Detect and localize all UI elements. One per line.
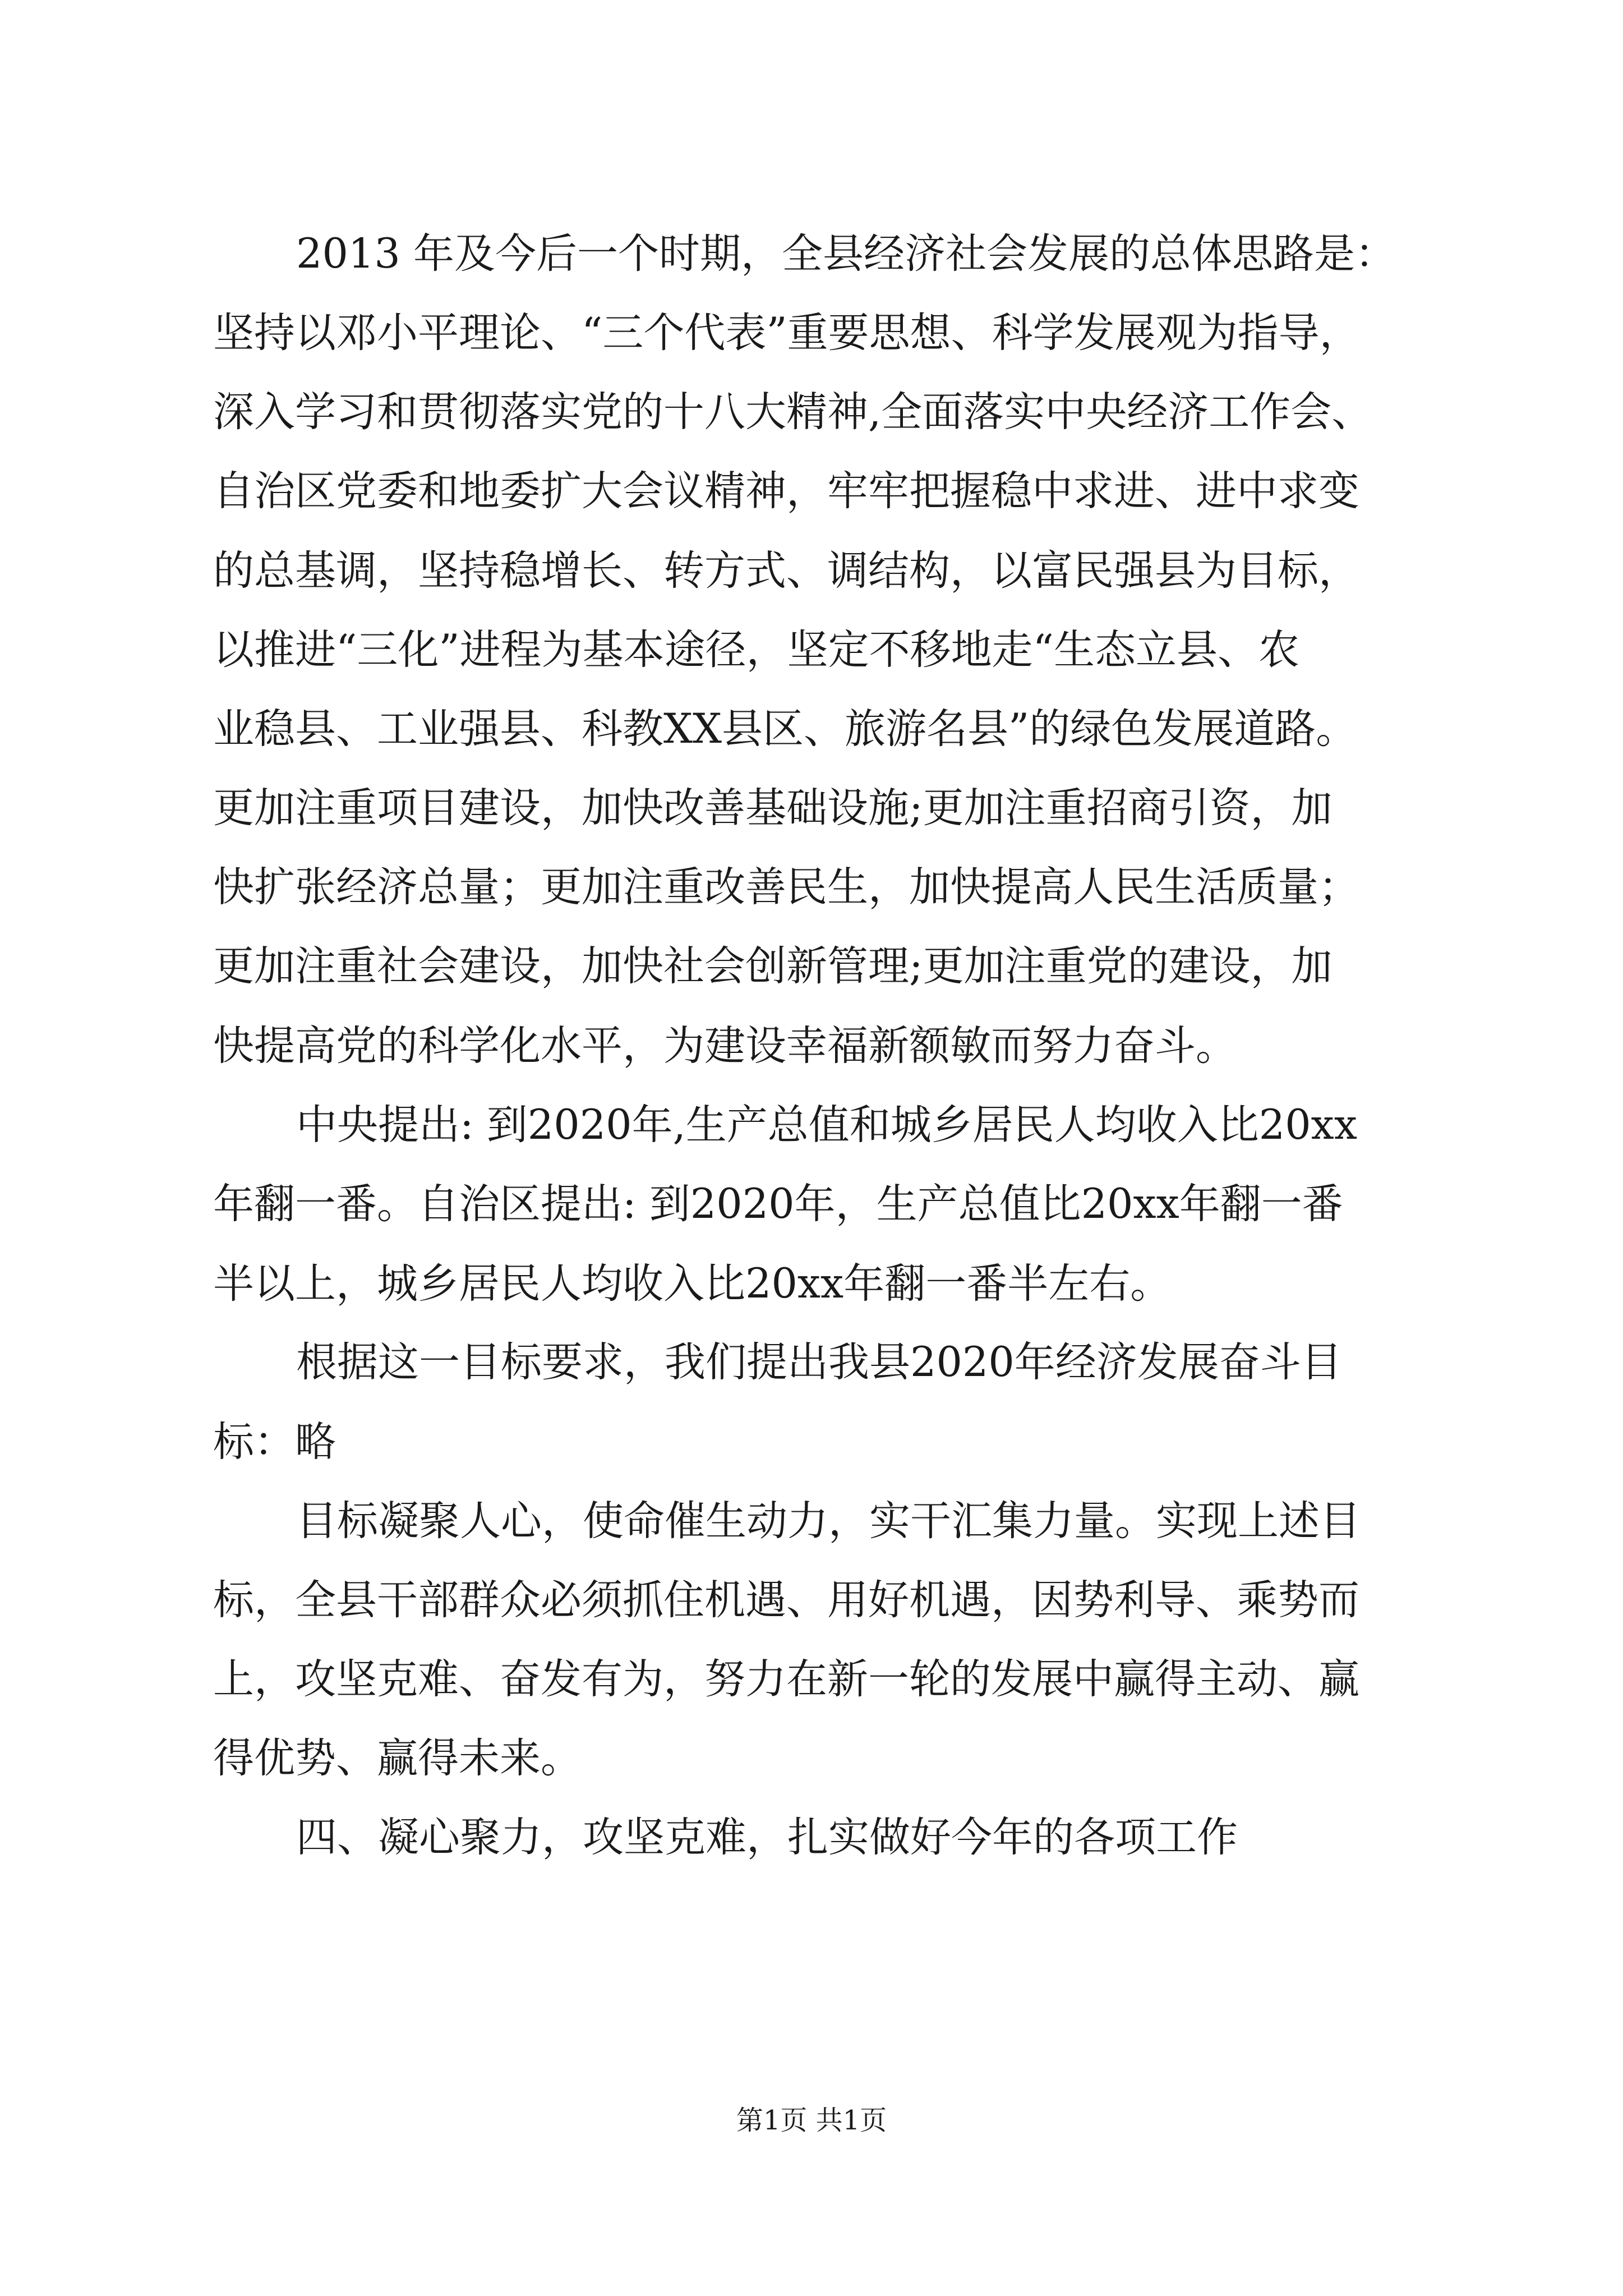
text-line: 四、凝心聚力，攻坚克难，扎实做好今年的各项工作 xyxy=(296,1814,1238,1861)
text-line: 业稳县、工业强县、科教XX县区、旅游名县”的绿色发展道路。 xyxy=(213,705,1357,753)
text-line: 深入学习和贯彻落实党的十八大精神,全面落实中央经济工作会、 xyxy=(213,388,1373,436)
text-line: 根据这一目标要求，我们提出我县2020年经济发展奋斗目 xyxy=(296,1338,1342,1386)
text-line: 2013 年及今后一个时期，全县经济社会发展的总体思路是： xyxy=(296,230,1396,278)
text-line: 标：略 xyxy=(213,1418,336,1466)
text-line: 得优势、赢得未来。 xyxy=(213,1734,582,1782)
text-line: 更加注重社会建设，加快社会创新管理;更加注重党的建设，加 xyxy=(213,942,1332,990)
text-line: 自治区党委和地委扩大会议精神，牢牢把握稳中求进、进中求变 xyxy=(213,467,1359,515)
text-line: 以推进“三化”进程为基本途径，坚定不移地走“生态立县、农 xyxy=(213,626,1299,674)
text-line: 的总基调，坚持稳增长、转方式、调结构，以富民强县为目标， xyxy=(213,547,1359,595)
text-line: 坚持以邓小平理论、“三个代表”重要思想、科学发展观为指导， xyxy=(213,309,1361,357)
text-line: 半以上，城乡居民人均收入比20xx年翻一番半左右。 xyxy=(213,1260,1172,1308)
text-line: 上，攻坚克难、奋发有为，努力在新一轮的发展中赢得主动、赢 xyxy=(213,1655,1359,1703)
page-footer: 第1页 共1页 xyxy=(736,2105,887,2136)
text-line: 标，全县干部群众必须抓住机遇、用好机遇，因势利导、乘势而 xyxy=(213,1576,1359,1624)
text-line: 快提高党的科学化水平，为建设幸福新额敏而努力奋斗。 xyxy=(213,1022,1237,1070)
text-line: 中央提出: 到2020年,生产总值和城乡居民人均收入比20xx xyxy=(296,1101,1358,1149)
text-line: 年翻一番。自治区提出: 到2020年，生产总值比20xx年翻一番 xyxy=(213,1180,1343,1228)
text-line: 目标凝聚人心，使命催生动力，实干汇集力量。实现上述目 xyxy=(296,1497,1361,1545)
text-line: 快扩张经济总量；更加注重改善民生，加快提高人民生活质量； xyxy=(213,863,1359,911)
text-line: 更加注重项目建设，加快改善基础设施;更加注重招商引资，加 xyxy=(213,784,1332,832)
